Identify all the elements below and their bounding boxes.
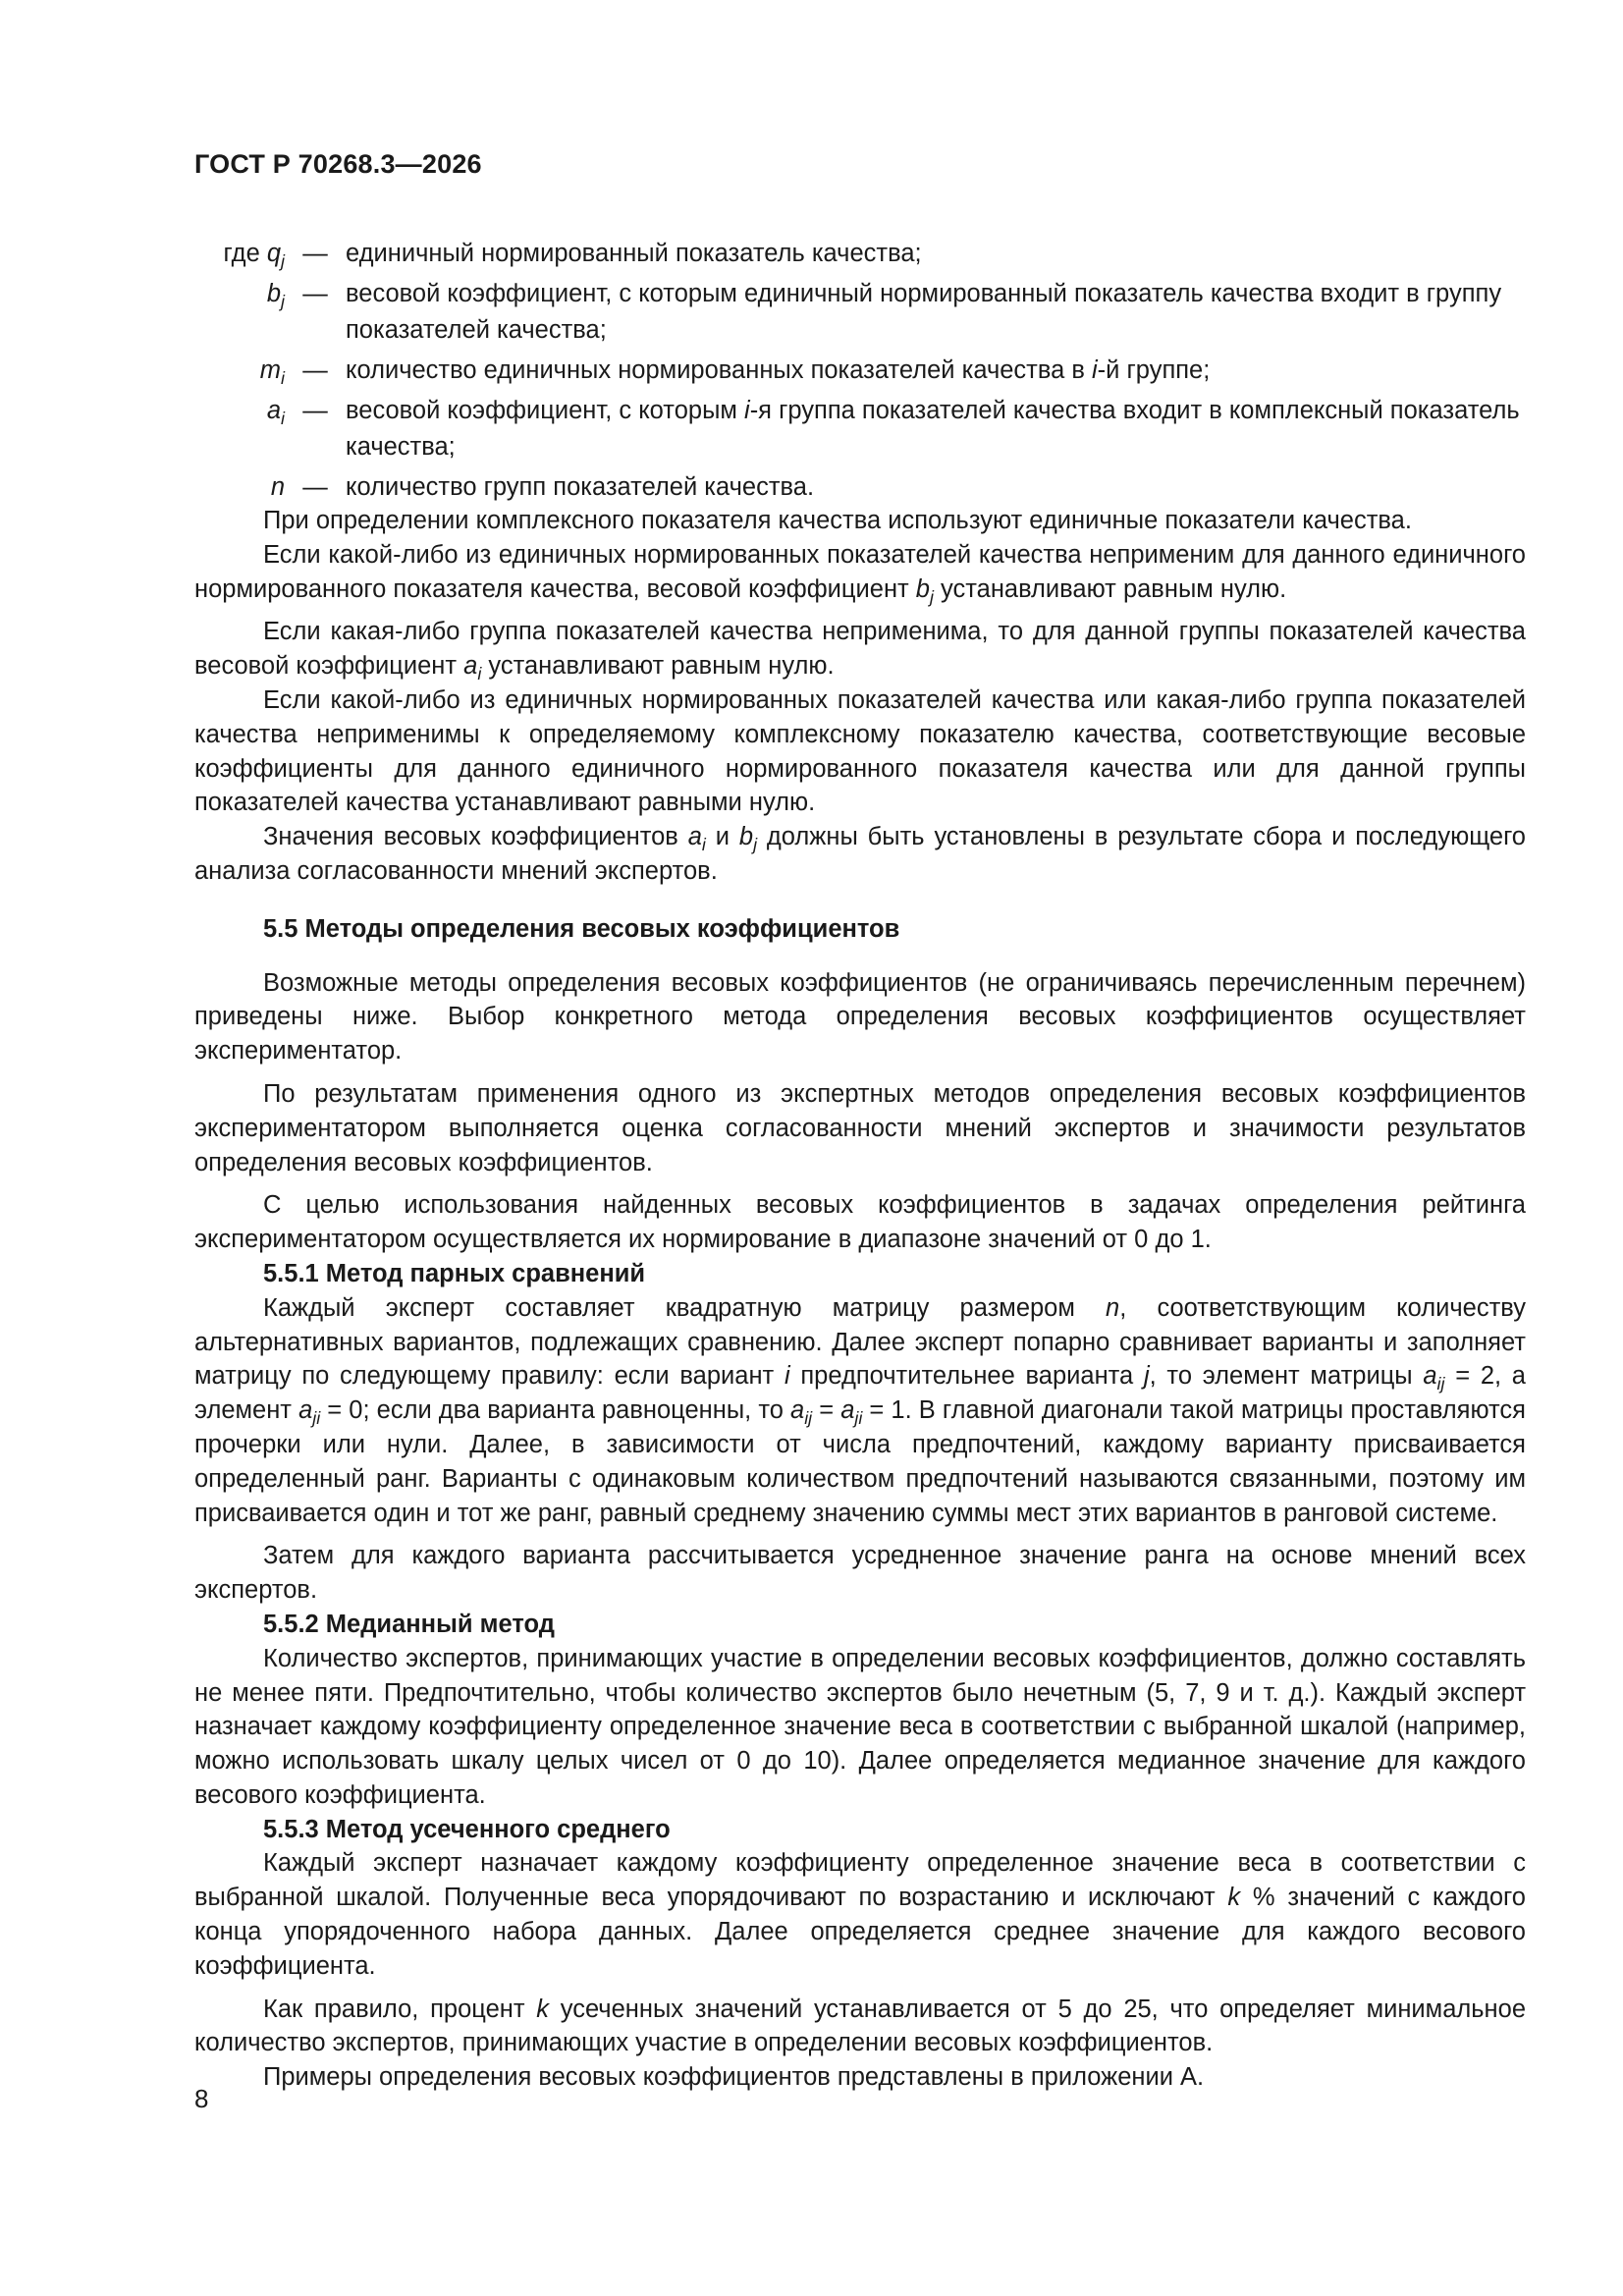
legend-row-q (194, 236, 1526, 272)
paragraph: С целью использования найденных весовых коэффициентов в задачах определения рейтинга экспериментатором осуществляется их нормирование в диапазоне значений от 0 до 1. (194, 1191, 1526, 1254)
legend-row-m (194, 353, 1526, 389)
paragraph: Количество экспертов, принимающих участие в определении весовых коэффициентов, должно составлять не менее пяти. Предпочтительно, чтобы количество экспертов было нечетным (5, 7, 9 и т. д.). Каждый эксперт назначает каждому коэффициенту определенное значение веса в соответствии с выбранной шкалой (например, можно использовать шкалу целых чисел от 0 до 10). Далее определяется медианное значение для каждого весового коэффициента. (194, 1644, 1526, 1809)
paragraph: Затем для каждого варианта рассчитывается усредненное значение ранга на основе мнений всех экспертов. (194, 1542, 1526, 1605)
paragraph: Как правило, процент k усеченных значений устанавливается от 5 до 25, что определяет минимальное количество экспертов, принимающих участие в определении весовых коэффициентов. (194, 1995, 1526, 2057)
legend-row-b (194, 276, 1526, 349)
section-heading-5-5-2: 5.5.2 Медианный метод (263, 1610, 555, 1638)
symbol-legend (194, 236, 1526, 510)
legend-row-a (194, 393, 1526, 465)
page-number: 8 (194, 2084, 209, 2113)
legend-description: единичный нормированный показатель качества; (346, 240, 922, 267)
legend-dash: — (302, 240, 328, 267)
standard-header: ГОСТ Р 70268.3—2026 (194, 149, 482, 179)
legend-description: количество групп показателей качества. (346, 473, 815, 501)
paragraph: Каждый эксперт назначает каждому коэффициенту определенное значение веса в соответствии с выбранной шкалой. Полученные веса упорядочивают по возрастанию и исключают k % значений с каждого конца упорядоченного набора данных. Далее определяется среднее значение для каждого весового коэффициента. (194, 1849, 1526, 1980)
legend-row-n (194, 469, 1526, 506)
legend-description: весовой коэффициент, с которым единичный нормированный показатель качества входит в группу показателей качества; (346, 280, 1502, 344)
paragraph: Значения весовых коэффициентов $a_i$ и $b_j$ должны быть установлены в результате сбора и последующего анализа согласованности мнений экспертов. (194, 823, 1526, 885)
paragraph: Возможные методы определения весовых коэффициентов (не ограничиваясь перечисленным перечнем) приведены ниже. Выбор конкретного метода определения весовых коэффициентов осуществляет экспериментатор. (194, 968, 1526, 1066)
legend-symbol: где $q_j$ (223, 240, 285, 272)
legend-dash: — (302, 356, 328, 384)
legend-symbol: $a_i$ (266, 397, 285, 429)
paragraph: Каждый эксперт составляет квадратную матрицу размером n, соответствующим количеству альтернативных вариантов, подлежащих сравнению. Далее эксперт попарно сравнивает варианты и заполняет матрицу по следующему правилу: если вариант i предпочтительнее варианта j, то элемент матрицы $a_{ij} = 2$, а элемент $a_{ji} = 0$; если два варианта равноценны, то $a_{ij} = a_{ji} = 1$. В главной диагонали такой матрицы проставляются прочерки или нули. Далее, в зависимости от числа предпочтений, каждому варианту присваивается определенный ранг. Варианты с одинаковым количеством предпочтений называются связанными, поэтому им присваивается один и тот же ранг, равный среднему значению суммы мест этих вариантов в ранговой системе. (194, 1293, 1526, 1527)
legend-symbol: $m_i$ (259, 356, 285, 389)
paragraph: Если какая-либо группа показателей качества неприменима, то для данной группы показателей качества весовой коэффициент $a_i$ устанавливают равным нулю. (194, 618, 1526, 684)
paragraph: Если какой-либо из единичных нормированных показателей качества или какая-либо группа показателей качества неприменимы к определяемому комплексному показателю качества, соответствующие весовые коэффициенты для данного единичного нормированного показателя качества или для данной группы показателей качества устанавливают равными нулю. (194, 685, 1526, 817)
section-heading-5-5: 5.5 Методы определения весовых коэффициентов (263, 914, 900, 943)
legend-dash: — (302, 397, 328, 424)
legend-symbol: n (270, 473, 285, 501)
document-body (194, 504, 1526, 2095)
section-heading-5-5-1: 5.5.1 Метод парных сравнений (263, 1259, 646, 1287)
legend-description: количество единичных нормированных показателей качества в i-й группе; (346, 356, 1211, 384)
section-heading-5-5-3: 5.5.3 Метод усеченного среднего (263, 1815, 671, 1843)
paragraph: По результатам применения одного из экспертных методов определения весовых коэффициентов экспериментатором выполняется оценка согласованности мнений экспертов и значимости результатов определения весовых коэффициентов. (194, 1079, 1526, 1176)
legend-description: весовой коэффициент, с которым i-я группа показателей качества входит в комплексный показатель качества; (346, 397, 1520, 461)
paragraph: Если какой-либо из единичных нормированных показателей качества неприменим для данного единичного нормированного показателя качества, весовой коэффициент $b_j$ устанавливают равным нулю. (194, 540, 1526, 607)
legend-dash: — (302, 280, 328, 307)
legend-dash: — (302, 473, 328, 501)
legend-symbol: $b_j$ (266, 280, 285, 312)
paragraph: Примеры определения весовых коэффициентов представлены в приложении А. (263, 2063, 1205, 2092)
paragraph: При определении комплексного показателя качества используют единичные показатели качества. (263, 507, 1412, 534)
